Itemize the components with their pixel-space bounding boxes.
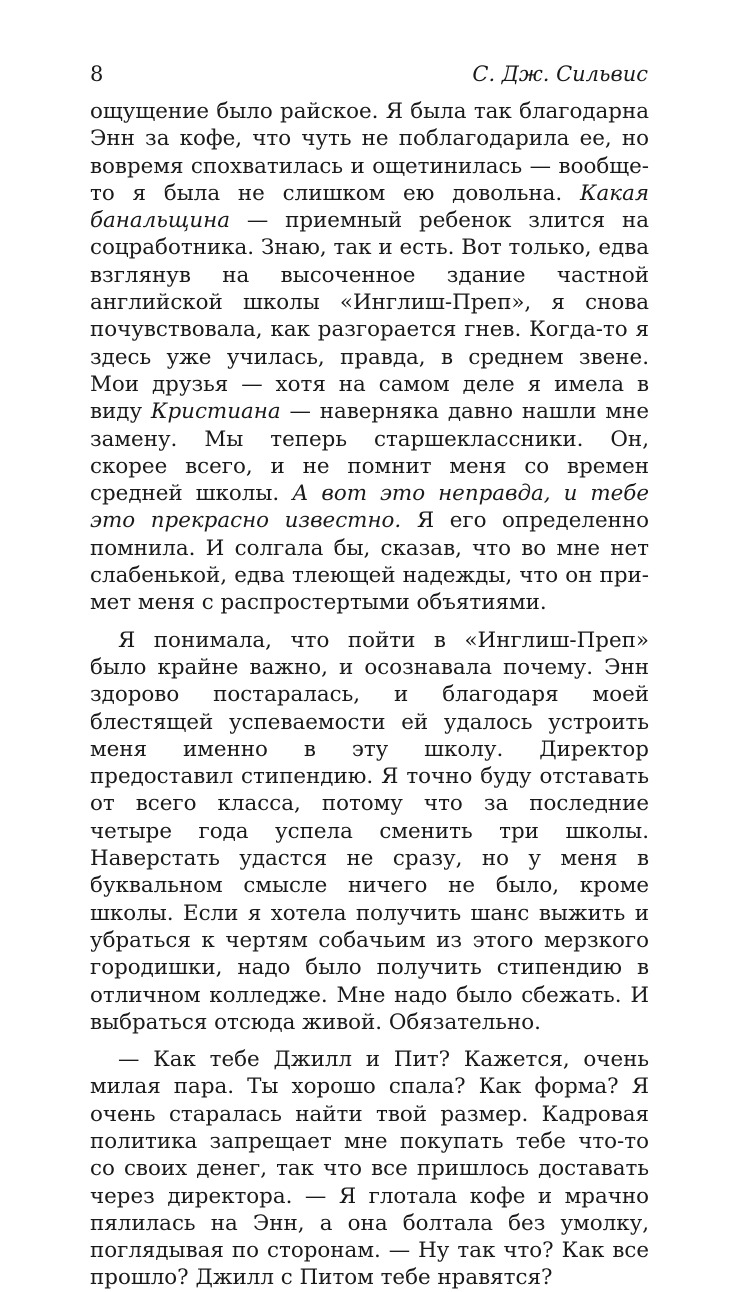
text-run: ощущение было райское. Я была так благодарна Энн за кофе, что чуть не поблагодарила ее, но вовремя спохватилась и ощетинилась — вообще-то я была не слишком ею довольна.	[90, 99, 649, 206]
paragraph-1	[90, 98, 649, 617]
running-header	[90, 62, 648, 86]
text-run: — приемный ребенок злится на соцработника. Знаю, так и есть. Вот только, едва взглянув на высоченное здание частной английской школы «Инглиш-Преп», я снова почувствовала, как разгорается гнев. Когда-то я здесь уже училась, правда, в среднем звене. Мои друзья — хотя на самом деле я имела в виду	[90, 208, 649, 425]
paragraph-2	[90, 627, 649, 1036]
text-run: Я понимала, что пойти в «Инглиш-Преп» было крайне важно, и осознавала почему. Энн здорово постаралась, и благодаря моей блестящей успеваемости ей удалось устроить меня именно в эту школу. Директор предоставил стипендию. Я точно буду отставать от всего класса, потому что за последние четыре года успела сменить три школы. Наверстать удастся не сразу, но у меня в буквальном смысле ничего не было, кроме школы. Если я хотела получить шанс выжить и убраться к чертям собачьим из этого мерзкого городишки, надо было получить стипендию в отличном колледже. Мне надо было сбежать. И выбраться отсюда живой. Обязательно.	[90, 627, 649, 1035]
text-run: — наверняка давно нашли мне замену. Мы теперь старшеклассники. Он, скорее всего, и не помнит меня со времен средней школы.	[90, 399, 649, 507]
italic-run: Какая банальщина	[90, 180, 649, 234]
page-number: 8	[90, 62, 104, 86]
italic-run: Кристиана	[150, 399, 281, 425]
paragraph-3	[90, 1046, 649, 1292]
text-run: Я его определенно помнила. И солгала бы, сказав, что во мне нет слабенькой, едва тлеющей надежды, что он примет меня с распростертыми объятиями.	[90, 508, 650, 616]
body-text	[90, 98, 649, 1292]
text-run: — Как тебе Джилл и Пит? Кажется, очень милая пара. Ты хорошо спала? Как форма? Я очень старалась найти твой размер. Кадровая политика запрещает мне покупать тебе что-то со своих денег, так что все пришлось доставать через директора. — Я глотала кофе и мрачно пялилась на Энн, а она болтала без умолку, поглядывая по сторонам. — Ну так что? Как все прошло? Джилл с Питом тебе нравятся?	[90, 1047, 649, 1291]
italic-run: А вот это неправда, и тебе это прекрасно известно.	[90, 481, 649, 534]
running-head-author: С. Дж. Сильвис	[472, 62, 648, 86]
